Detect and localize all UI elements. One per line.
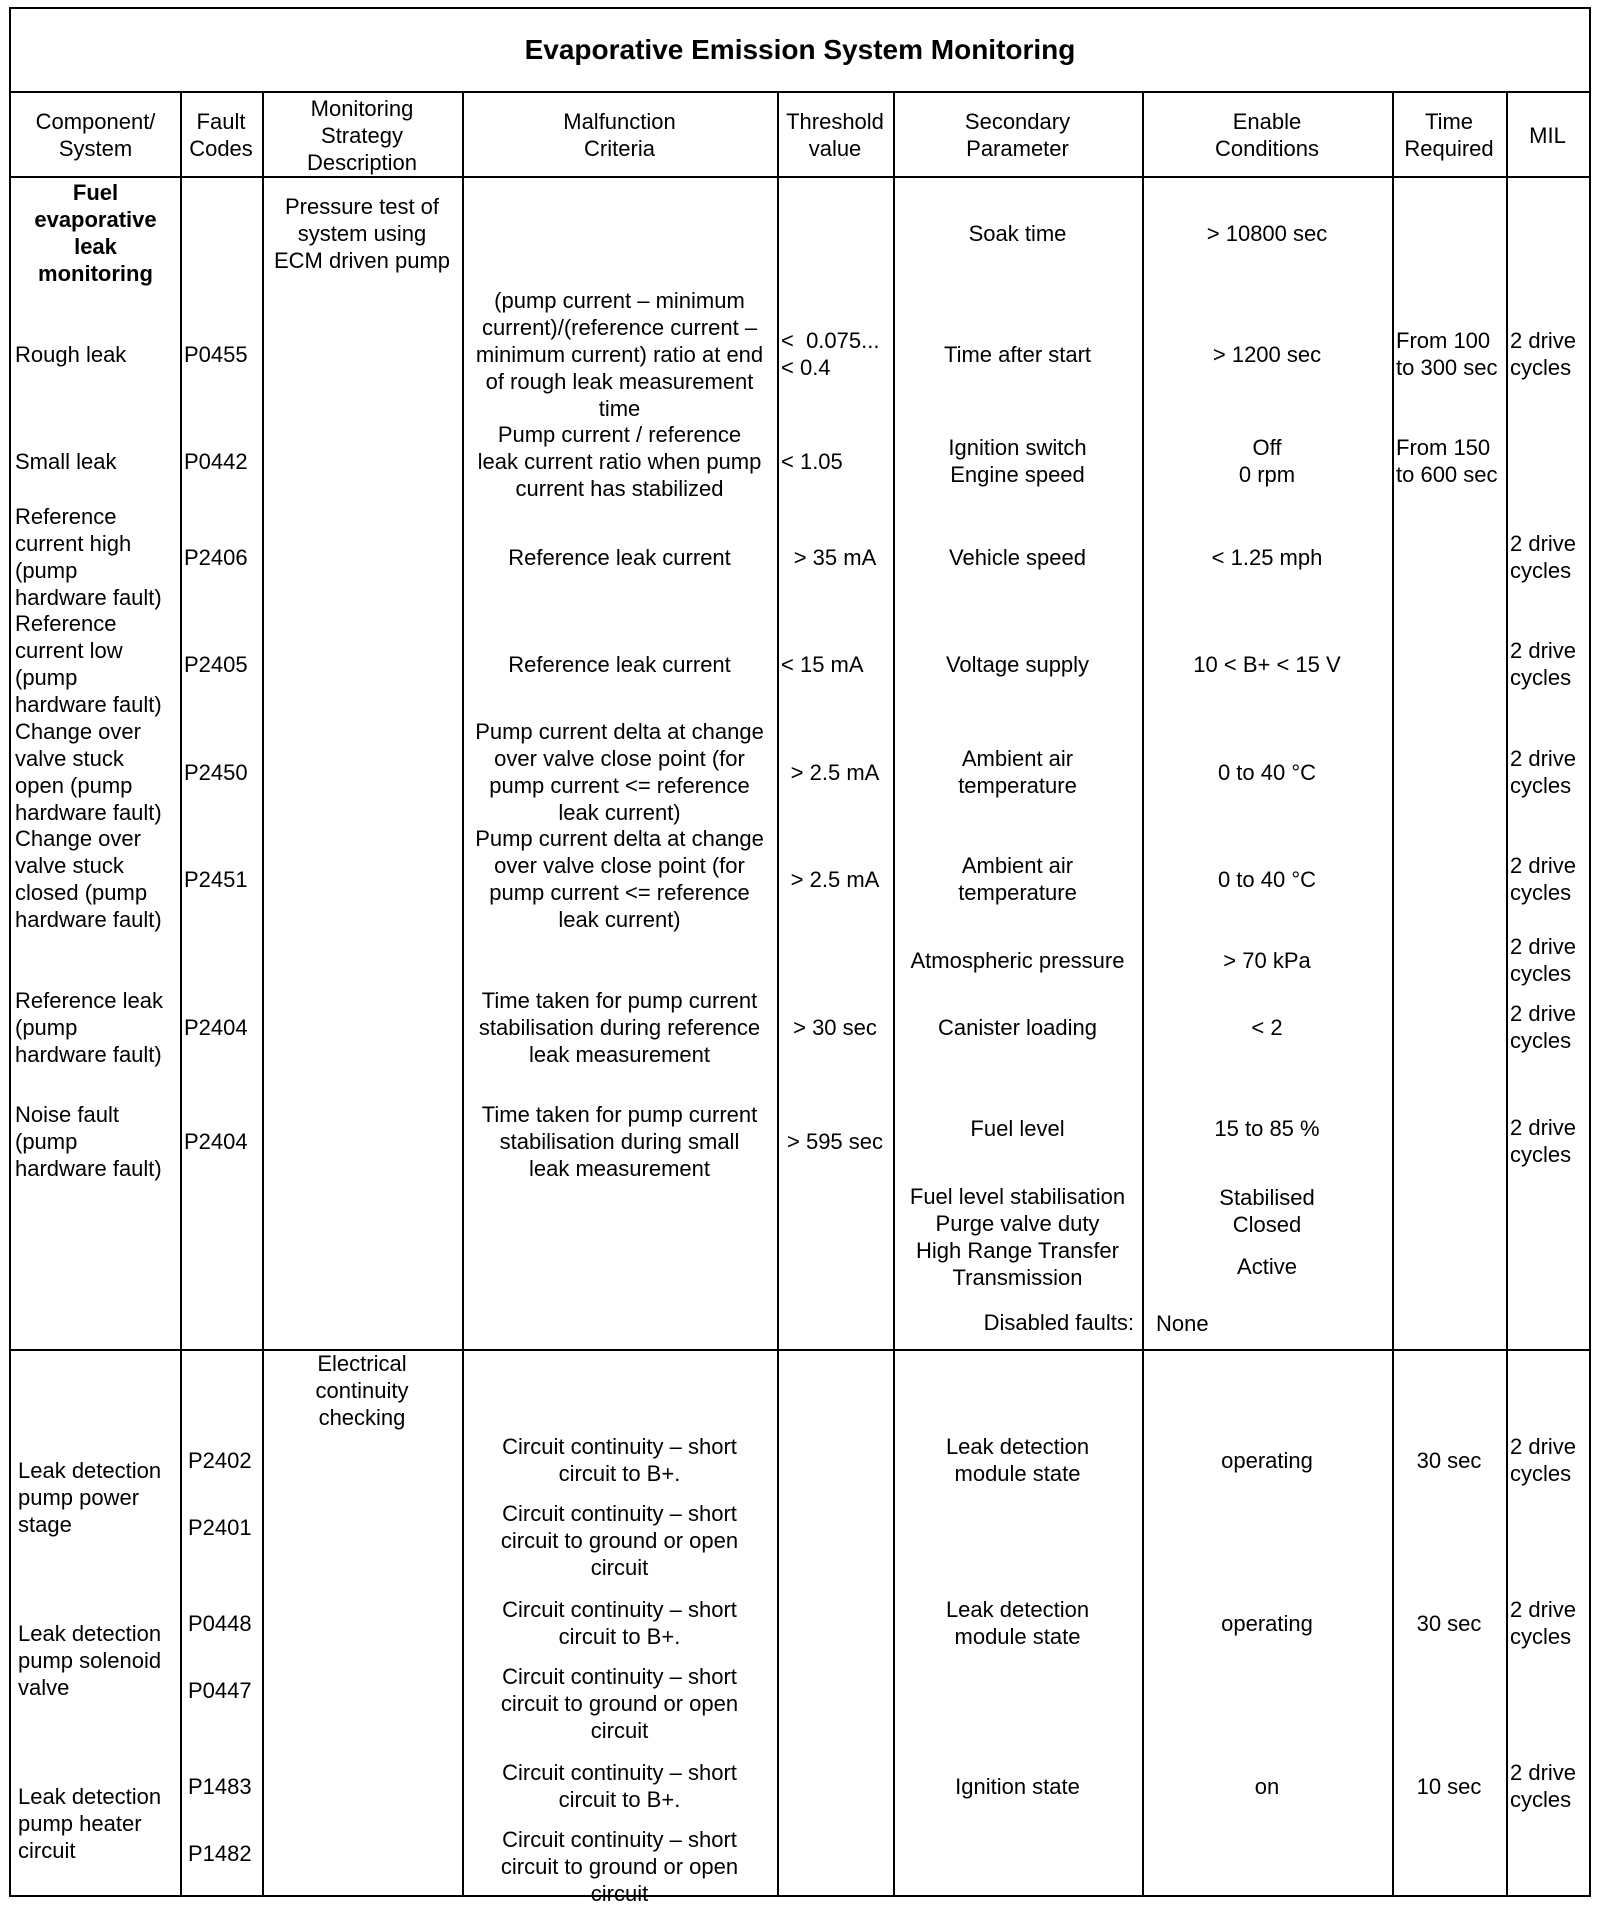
threshold-cell: < 0.075... < 0.4 xyxy=(781,328,880,380)
mil-cell: 2 drive cycles xyxy=(1510,1001,1577,1053)
mil-cell: 2 drive cycles xyxy=(1510,746,1577,798)
fault-code-cell: P0447 xyxy=(188,1678,252,1703)
threshold-cell: < 1.05 xyxy=(781,449,843,474)
component-cell: Reference current high (pump hardware fault) xyxy=(15,504,162,610)
enable-condition: < 1.25 mph xyxy=(1211,545,1323,570)
column-rule xyxy=(462,92,464,1897)
mil-cell: 2 drive cycles xyxy=(1510,531,1577,583)
criteria-cell: Circuit continuity – short circuit to B+. xyxy=(502,1434,737,1486)
enable-condition: 0 to 40 °C xyxy=(1217,867,1317,892)
enable-condition: > 10800 sec xyxy=(1206,221,1328,246)
header-threshold: Threshold value xyxy=(786,109,884,161)
mil-cell: 2 drive cycles xyxy=(1510,1434,1577,1486)
header-component: Component/ System xyxy=(35,109,156,161)
secondary-param: Fuel level xyxy=(970,1116,1065,1141)
column-rule xyxy=(262,92,264,1897)
secondary-param: Leak detection module state xyxy=(945,1434,1090,1486)
criteria-cell: Circuit continuity – short circuit to ground or open circuit xyxy=(500,1827,739,1906)
secondary-param: Time after start xyxy=(943,342,1092,367)
column-rule xyxy=(180,92,182,1897)
component-cell: Change over valve stuck open (pump hardware fault) xyxy=(15,719,162,825)
column-rule xyxy=(1142,92,1144,1897)
enable-condition: Off 0 rpm xyxy=(1238,435,1296,487)
column-rule xyxy=(777,92,779,1897)
group-label: Fuel evaporative leak monitoring xyxy=(34,180,157,286)
secondary-param: Ignition switch Engine speed xyxy=(948,435,1087,487)
time-cell: From 100 to 300 sec xyxy=(1396,328,1498,380)
disabled-faults-label: Disabled faults: xyxy=(983,1310,1134,1335)
enable-condition: operating xyxy=(1221,1611,1313,1636)
secondary-param: Ambient air temperature xyxy=(958,746,1077,798)
header-rule xyxy=(9,176,1591,178)
component-cell: Noise fault (pump hardware fault) xyxy=(15,1102,162,1181)
component-cell: Reference current low (pump hardware fault) xyxy=(15,611,162,717)
criteria-cell: Pump current delta at change over valve close point (for pump current <= reference leak current) xyxy=(475,826,764,932)
secondary-param: Atmospheric pressure xyxy=(910,948,1125,973)
time-cell: 30 sec xyxy=(1416,1611,1482,1636)
header-fault-codes: Fault Codes xyxy=(189,109,253,161)
header-strategy: Monitoring Strategy Description xyxy=(306,96,418,175)
secondary-param: Soak time xyxy=(968,221,1067,246)
time-cell: 30 sec xyxy=(1416,1448,1482,1473)
fault-code-cell: P0455 xyxy=(184,342,248,367)
stabilisation-params: Fuel level stabilisation Purge valve duty High Range Transfer Transmission xyxy=(909,1184,1126,1290)
fault-code-cell: P0442 xyxy=(184,449,248,474)
component-cell: Small leak xyxy=(15,449,117,474)
fault-code-cell: P2401 xyxy=(188,1515,252,1540)
threshold-cell: > 595 sec xyxy=(786,1129,884,1154)
criteria-cell: Pump current / reference leak current ratio when pump current has stabilized xyxy=(477,422,762,501)
enable-condition: on xyxy=(1254,1774,1280,1799)
mil-cell: 2 drive cycles xyxy=(1510,1760,1577,1812)
fault-code-cell: P2404 xyxy=(184,1015,248,1040)
criteria-cell: Reference leak current xyxy=(508,545,731,570)
component-cell: Leak detection pump heater circuit xyxy=(18,1784,162,1863)
header-malfunction: Malfunction Criteria xyxy=(563,109,676,161)
enable-condition: > 70 kPa xyxy=(1223,948,1311,973)
enable-condition: operating xyxy=(1221,1448,1313,1473)
criteria-cell: (pump current – minimum current)/(reference current – minimum current) ratio at end of rough leak measurement time xyxy=(475,288,764,421)
threshold-cell: > 30 sec xyxy=(793,1015,877,1040)
title-rule xyxy=(9,91,1591,93)
section-rule xyxy=(9,1349,1591,1351)
component-cell: Reference leak (pump hardware fault) xyxy=(15,988,163,1067)
secondary-param: Canister loading xyxy=(938,1015,1097,1040)
stabilisation-conds: Stabilised Closed xyxy=(1219,1185,1315,1237)
time-cell: From 150 to 600 sec xyxy=(1396,435,1498,487)
mil-cell: 2 drive cycles xyxy=(1510,934,1577,986)
header-time: Time Required xyxy=(1404,109,1494,161)
secondary-param: Ignition state xyxy=(955,1774,1080,1799)
mil-cell: 2 drive cycles xyxy=(1510,638,1577,690)
fault-code-cell: P1483 xyxy=(188,1774,252,1799)
strategy-electrical: Electrical continuity checking xyxy=(315,1351,409,1430)
component-cell: Change over valve stuck closed (pump hardware fault) xyxy=(15,826,162,932)
secondary-param: Voltage supply xyxy=(945,652,1090,677)
enable-condition: 10 < B+ < 15 V xyxy=(1193,652,1341,677)
criteria-cell: Pump current delta at change over valve close point (for pump current <= reference leak current) xyxy=(475,719,764,825)
mil-cell: 2 drive cycles xyxy=(1510,1597,1577,1649)
secondary-param: Vehicle speed xyxy=(949,545,1086,570)
enable-condition: > 1200 sec xyxy=(1212,342,1322,367)
threshold-cell: < 15 mA xyxy=(781,652,864,677)
criteria-cell: Circuit continuity – short circuit to ground or open circuit xyxy=(500,1664,739,1743)
stabilisation-active: Active xyxy=(1237,1254,1297,1279)
fault-code-cell: P0448 xyxy=(188,1611,252,1636)
threshold-cell: > 2.5 mA xyxy=(790,867,880,892)
column-rule xyxy=(893,92,895,1897)
criteria-cell: Reference leak current xyxy=(508,652,731,677)
column-rule xyxy=(1506,92,1508,1897)
header-mil: MIL xyxy=(1529,123,1566,148)
page-title: Evaporative Emission System Monitoring xyxy=(524,34,1076,65)
disabled-faults-value: None xyxy=(1156,1311,1209,1336)
criteria-cell: Circuit continuity – short circuit to B+. xyxy=(502,1597,737,1649)
criteria-cell: Time taken for pump current stabilisation during reference leak measurement xyxy=(478,988,761,1067)
criteria-cell: Time taken for pump current stabilisation during small leak measurement xyxy=(481,1102,758,1181)
strategy-pressure-test: Pressure test of system using ECM driven pump xyxy=(273,194,451,273)
header-enable: Enable Conditions xyxy=(1215,109,1319,161)
fault-code-cell: P2402 xyxy=(188,1448,252,1473)
enable-condition: 0 to 40 °C xyxy=(1217,760,1317,785)
column-rule xyxy=(1392,92,1394,1897)
mil-cell: 2 drive cycles xyxy=(1510,853,1577,905)
mil-cell: 2 drive cycles xyxy=(1510,328,1577,380)
fault-code-cell: P2405 xyxy=(184,652,248,677)
fault-code-cell: P1482 xyxy=(188,1841,252,1866)
fault-code-cell: P2451 xyxy=(184,867,248,892)
criteria-cell: Circuit continuity – short circuit to B+. xyxy=(502,1760,737,1812)
mil-cell: 2 drive cycles xyxy=(1510,1115,1577,1167)
threshold-cell: > 35 mA xyxy=(793,545,877,570)
criteria-cell: Circuit continuity – short circuit to ground or open circuit xyxy=(500,1501,739,1580)
fault-code-cell: P2406 xyxy=(184,545,248,570)
secondary-param: Leak detection module state xyxy=(945,1597,1090,1649)
component-cell: Leak detection pump solenoid valve xyxy=(18,1621,162,1700)
component-cell: Leak detection pump power stage xyxy=(18,1458,162,1537)
header-secondary: Secondary Parameter xyxy=(964,109,1071,161)
enable-condition: < 2 xyxy=(1251,1015,1283,1040)
component-cell: Rough leak xyxy=(15,342,127,367)
secondary-param: Ambient air temperature xyxy=(958,853,1077,905)
fault-code-cell: P2404 xyxy=(184,1129,248,1154)
enable-condition: 15 to 85 % xyxy=(1214,1116,1320,1141)
threshold-cell: > 2.5 mA xyxy=(790,760,880,785)
fault-code-cell: P2450 xyxy=(184,760,248,785)
time-cell: 10 sec xyxy=(1416,1774,1482,1799)
